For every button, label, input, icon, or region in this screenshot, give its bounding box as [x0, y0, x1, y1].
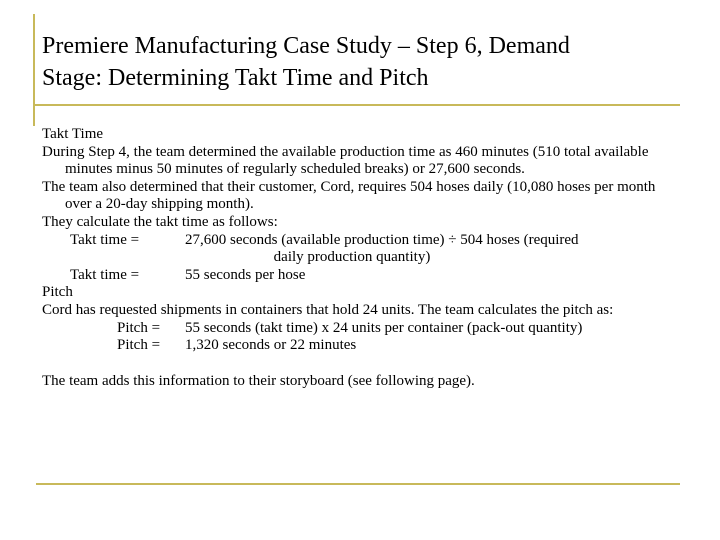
- storyboard-paragraph: The team adds this information to their storyboard (see following page).: [42, 372, 475, 389]
- slide-body: [42, 126, 682, 390]
- pitch-calculation-row-2: [42, 337, 682, 355]
- takt-calc-2-value: 55 seconds per hose: [185, 266, 306, 283]
- pitch-calc-2-label: Pitch =: [117, 337, 161, 354]
- takt-intro-paragraph: They calculate the takt time as follows:: [42, 213, 278, 230]
- takt-calc-1-label: Takt time =: [70, 231, 140, 248]
- spacer: [42, 355, 682, 373]
- slide-title-line-1: Premiere Manufacturing Case Study – Step 6, Demand: [42, 33, 570, 59]
- title-left-rule: [33, 14, 35, 126]
- pitch-calc-2-value: 1,320 seconds or 22 minutes: [185, 337, 357, 354]
- pitch-calculation-row-1: [42, 320, 682, 338]
- footer-rule: [36, 483, 680, 485]
- takt-calculation-row-2: [42, 267, 682, 285]
- pitch-paragraph: Cord has requested shipments in containers that hold 24 units. The team calculates the pitch as:: [42, 301, 614, 318]
- takt-time-heading: Takt Time: [42, 126, 104, 142]
- pitch-calc-1-value: 55 seconds (takt time) x 24 units per container (pack-out quantity): [185, 319, 583, 336]
- slide-title-line-2: Stage: Determining Takt Time and Pitch: [42, 65, 429, 91]
- available-time-paragraph: During Step 4, the team determined the available production time as 460 minutes (510 total available minutes minus 50 minutes of regularly scheduled breaks) or 27,600 seconds.: [42, 143, 649, 178]
- pitch-calc-1-label: Pitch =: [117, 319, 161, 336]
- title-underline-rule: [34, 104, 680, 106]
- takt-calc-1-value: 27,600 seconds (available production time) ÷ 504 hoses (required: [185, 231, 579, 248]
- slide-title: [42, 30, 712, 94]
- takt-calc-2-label: Takt time =: [70, 266, 140, 283]
- pitch-heading: Pitch: [42, 284, 73, 301]
- takt-calculation-row-1: [42, 232, 682, 250]
- takt-calc-1-continuation: daily production quantity): [273, 249, 431, 266]
- customer-demand-paragraph: The team also determined that their customer, Cord, requires 504 hoses daily (10,080 hoses per month over a 20-day shipping month).: [42, 178, 656, 213]
